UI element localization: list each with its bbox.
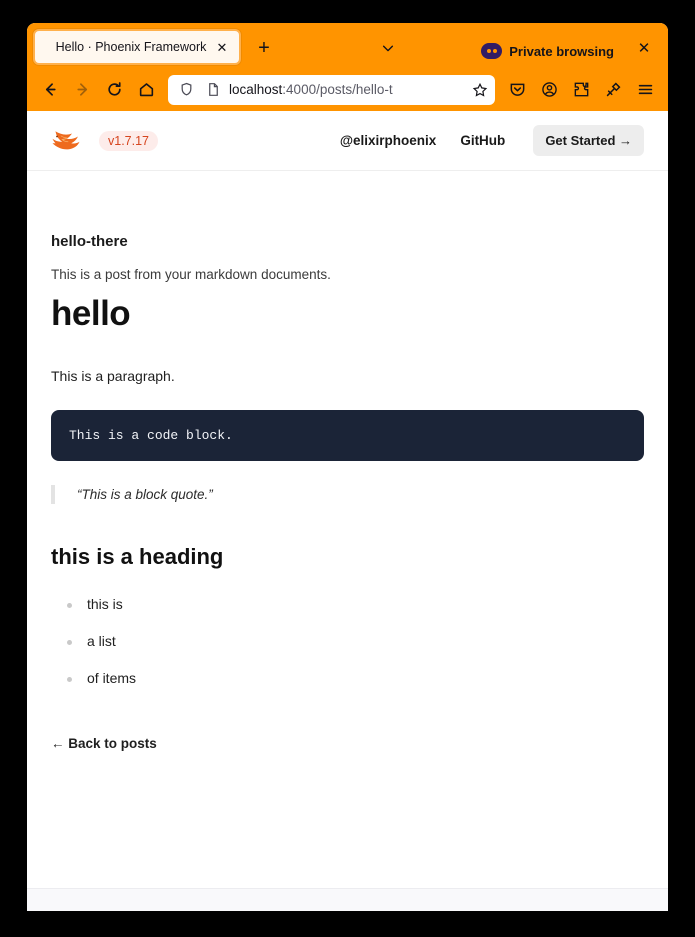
phoenix-bird-logo[interactable] [51,128,87,154]
post-content [27,171,668,753]
star-icon[interactable] [469,79,491,101]
url-text[interactable] [229,82,464,97]
code-block: This is a code block. [51,410,644,461]
back-arrow-icon[interactable] [35,75,65,105]
tab-title: Hello · Phoenix Framework [55,40,207,54]
browser-tab[interactable] [33,29,241,65]
address-bar[interactable] [168,75,495,105]
post-paragraph: This is a paragraph. [51,368,175,384]
account-icon[interactable] [534,75,564,105]
url-host: localhost [229,82,283,97]
section-heading: this is a heading [51,544,224,569]
page-icon[interactable] [202,79,224,101]
post-list [51,596,644,686]
chevron-down-icon[interactable] [373,33,403,63]
page-title: hello [51,294,131,333]
tab-strip [27,23,668,68]
private-mask-icon [481,43,502,59]
pocket-icon[interactable] [502,75,532,105]
list-item: this is [87,596,644,612]
forward-arrow-icon[interactable] [67,75,97,105]
url-path: :4000/posts/hello-t [282,82,393,97]
window-bottom-bar [27,888,668,911]
page-viewport [27,111,668,911]
list-item: a list [87,633,644,649]
extensions-icon[interactable] [566,75,596,105]
get-started-button[interactable]: Get Started → [533,125,644,156]
post-kicker: hello-there [51,233,128,250]
home-icon[interactable] [131,75,161,105]
block-quote: “This is a block quote.” [51,485,644,504]
version-badge: v1.7.17 [99,131,158,151]
reload-icon[interactable] [99,75,129,105]
new-tab-button[interactable]: + [258,37,270,59]
browser-window [27,23,668,911]
site-header [27,111,668,171]
hamburger-menu-icon[interactable] [630,75,660,105]
nav-link-github[interactable]: GitHub [460,133,506,148]
window-close-button[interactable]: ✕ [637,40,651,57]
back-to-posts-link[interactable]: ← Back to posts [51,736,157,751]
list-item: of items [87,670,644,686]
navigation-toolbar [27,68,668,111]
nav-link-twitter[interactable]: @elixirphoenix [339,133,437,148]
post-lede: This is a post from your markdown documents. [51,267,331,282]
shield-icon[interactable] [175,79,197,101]
close-icon[interactable]: ✕ [216,39,228,55]
devtools-icon[interactable] [598,75,628,105]
private-browsing-indicator [481,43,614,59]
private-browsing-label: Private browsing [509,43,614,59]
